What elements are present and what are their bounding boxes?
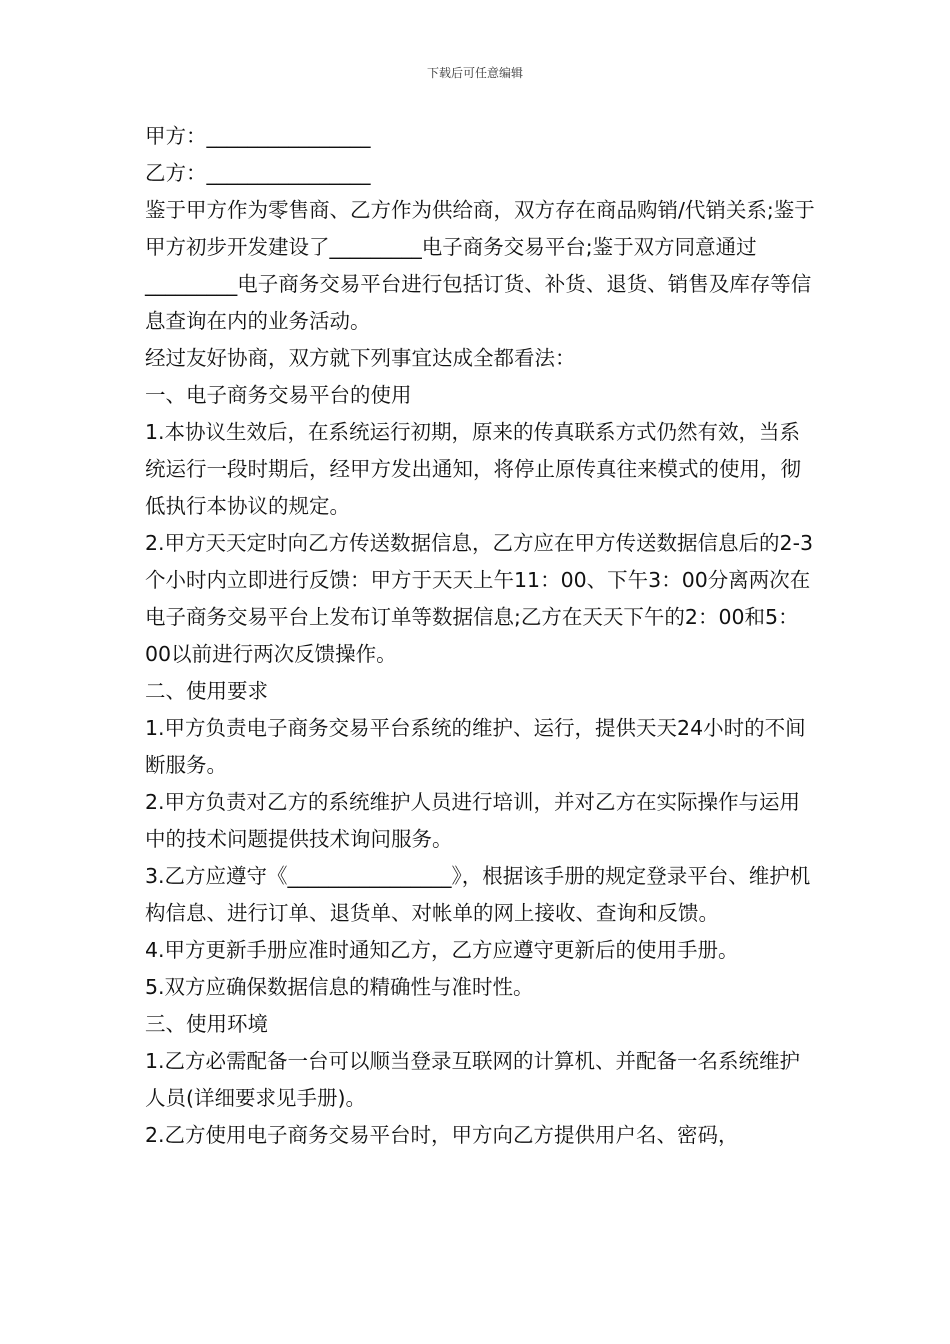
clause-2-4: 4.甲方更新手册应准时通知乙方，乙方应遵守更新后的使用手册。 [145,938,739,962]
clause-1-1: 1.本协议生效后，在系统运行初期，原来的传真联系方式仍然有效，当系统运行一段时期后，经甲方发出通知，将停止原传真往来模式的使用，彻低执行本协议的规定。 [145,420,801,518]
section-heading-1: 一、电子商务交易平台的使用 [145,383,412,407]
party-a-line: 甲方：________________ [145,124,371,148]
party-b-line: 乙方：________________ [145,161,371,185]
clause-3-1: 1.乙方必需配备一台可以顺当登录互联网的计算机、并配备一名系统维护人员(详细要求见手册)。 [145,1049,801,1110]
section-heading-3: 三、使用环境 [145,1012,268,1036]
document-body [145,118,815,1154]
clause-3-2: 2.乙方使用电子商务交易平台时，甲方向乙方提供用户名、密码， [145,1123,739,1147]
consensus-paragraph: 经过友好协商，双方就下列事宜达成全都看法： [145,346,576,370]
clause-2-1: 1.甲方负责电子商务交易平台系统的维护、运行，提供天天24小时的不间断服务。 [145,716,806,777]
page-header: 下载后可任意编辑 [426,66,523,80]
clause-1-2: 2.甲方天天定时向乙方传送数据信息，乙方应在甲方传送数据信息后的2-3个小时内立即进行反馈：甲方于天天上午11：00、下午3：00分离两次在电子商务交易平台上发布订单等数据信息;乙方在天天下午的2：00和5：00以前进行两次反馈操作。 [145,531,814,666]
preamble-paragraph: 鉴于甲方作为零售商、乙方作为供给商，双方存在商品购销/代销关系;鉴于甲方初步开发建设了_________电子商务交易平台;鉴于双方同意通过_________电子商务交易平台进行包括订货、补货、退货、销售及库存等信息查询在内的业务活动。 [145,198,815,333]
clause-2-5: 5.双方应确保数据信息的精确性与准时性。 [145,975,534,999]
section-heading-2: 二、使用要求 [145,679,268,703]
clause-2-2: 2.甲方负责对乙方的系统维护人员进行培训，并对乙方在实际操作与运用中的技术问题提供技术询问服务。 [145,790,801,851]
clause-2-3: 3.乙方应遵守《________________》，根据该手册的规定登录平台、维护机构信息、进行订单、退货单、对帐单的网上接收、查询和反馈。 [145,864,811,925]
